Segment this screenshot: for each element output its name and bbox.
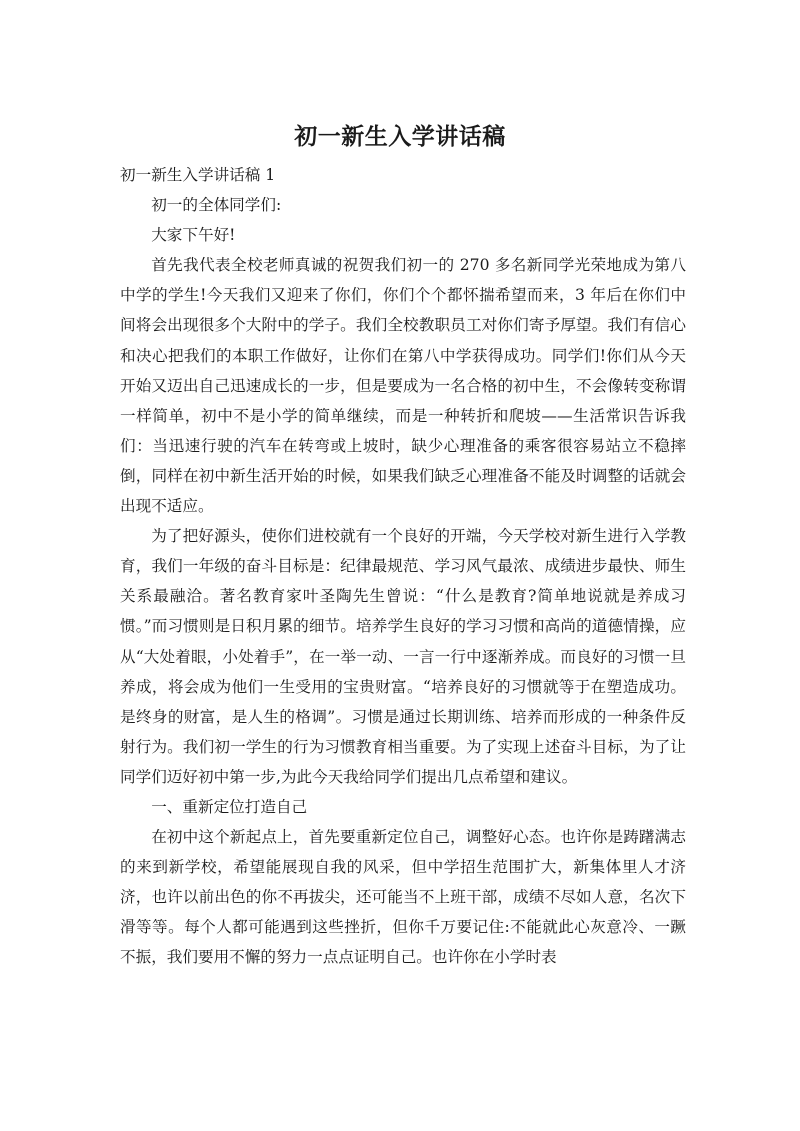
greeting-paragraph: 大家下午好! [151,226,236,245]
document-body [120,160,686,973]
body-paragraph: 为了把好源头，使你们进校就有一个良好的开端，今天学校对新生进行入学教育，我们一年级的奋斗目标是：纪律最规范、学习风气最浓、成绩进步最快、师生关系最融洽。著名教育家叶圣陶先生曾说：“什么是教育?简单地说就是养成习惯。”而习惯则是日积月累的细节。培养学生良好的学习习惯和高尚的道德情操，应从“大处着眼，小处着手”，在一举一动、一言一行中逐渐养成。而良好的习惯一旦养成，将会成为他们一生受用的宝贵财富。“培养良好的习惯就等于在塑造成功。是终身的财富，是人生的格调”。习惯是通过长期训练、培养而形成的一种条件反射行为。我们初一学生的行为习惯教育相当重要。为了实现上述奋斗目标，为了让同学们迈好初中第一步,为此今天我给同学们提出几点希望和建议。 [120,527,686,786]
document-title: 初一新生入学讲话稿 [294,124,506,150]
section-heading: 一、重新定位打造自己 [151,797,308,816]
salutation-paragraph: 初一的全体同学们: [151,196,282,215]
body-paragraph: 首先我代表全校老师真诚的祝贺我们初一的 270 多名新同学光荣地成为第八中学的学生!今天我们又迎来了你们，你们个个都怀揣希望而来，3 年后在你们中间将会出现很多个大附中的学子。我们全校教职员工对你们寄予厚望。我们有信心和决心把我们的本职工作做好，让你们在第八中学获得成功。同学们!你们从今天开始又迈出自己迅速成长的一步，但是要成为一名合格的初中生，不会像转变称谓一样简单，初中不是小学的简单继续，而是一种转折和爬坡——生活常识告诉我们：当迅速行驶的汽车在转弯或上坡时，缺少心理准备的乘客很容易站立不稳摔倒，同样在初中新生活开始的时候，如果我们缺乏心理准备不能及时调整的话就会出现不适应。 [120,256,686,516]
document-subtitle: 初一新生入学讲话稿 1 [120,166,276,184]
body-paragraph: 在初中这个新起点上，首先要重新定位自己，调整好心态。也许你是踌躇满志的来到新学校，希望能展现自我的风采，但中学招生范围扩大，新集体里人才济济，也许以前出色的你不再拔尖，还可能当不上班干部，成绩不尽如人意，名次下滑等等。每个人都可能遇到这些挫折，但你千万要记住:不能就此心灰意冷、一蹶不振，我们要用不懈的努力一点点证明自己。也许你在小学时表 [120,828,686,967]
